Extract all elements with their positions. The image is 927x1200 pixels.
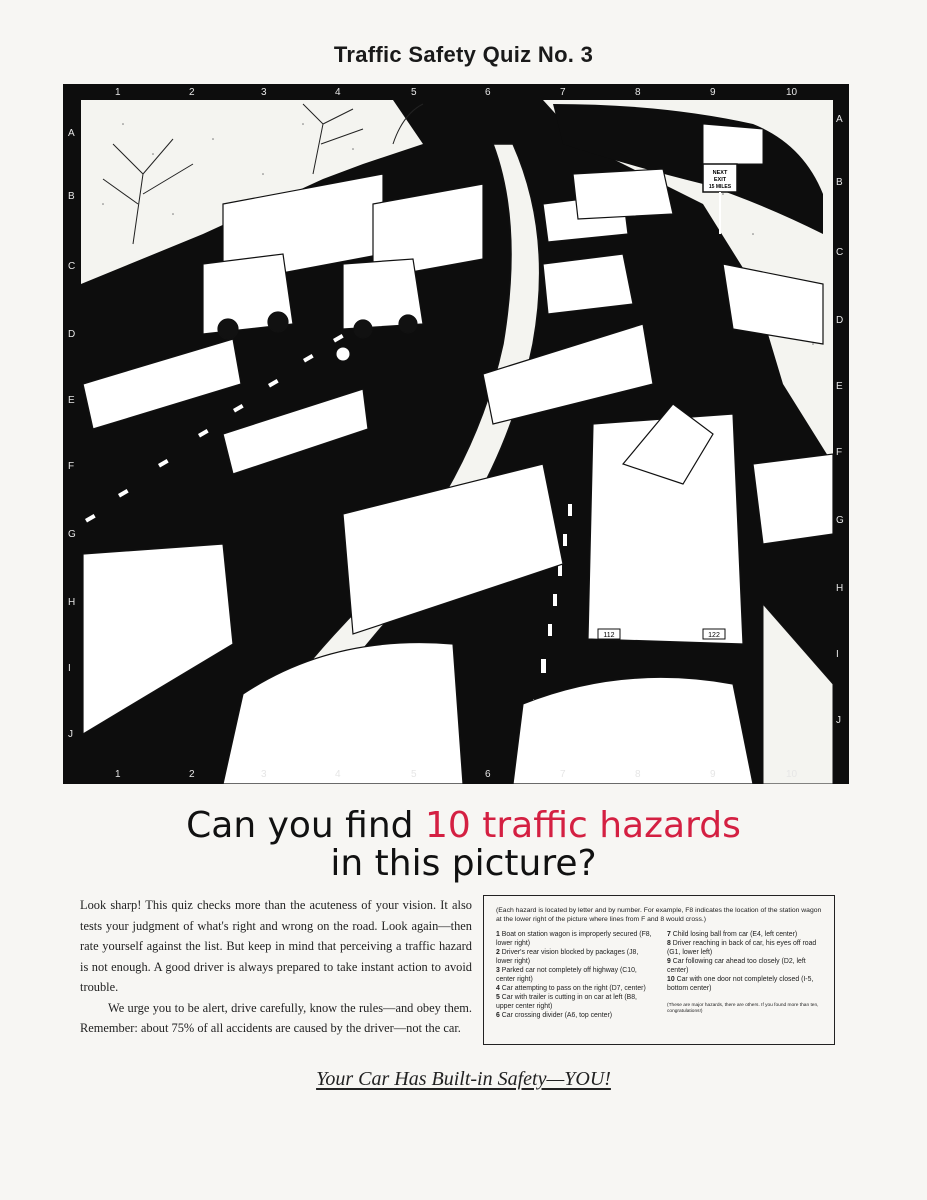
grid-row-right-C: C: [836, 247, 844, 258]
car-bottom-right: [513, 677, 753, 784]
grid-row-right-H: H: [836, 583, 844, 594]
grid-col-bottom-7: 7: [560, 769, 566, 780]
grid-col-top-8: 8: [635, 87, 641, 98]
ball: [336, 347, 350, 361]
grid-col-bottom-5: 5: [411, 769, 417, 780]
answer-item: 2 Driver's rear vision blocked by packages (J8, lower right): [496, 949, 639, 965]
answer-item: 4 Car attempting to pass on the right (D7, center): [496, 985, 646, 992]
grid-row-left-G: G: [68, 529, 76, 540]
grid-row-left-B: B: [68, 191, 75, 202]
intro-paragraph-1: Look sharp! This quiz checks more than the acuteness of your vision. It also tests your judgment of what's right and wrong on the road. Look again—then rate yourself against the list. But keep in mind that perceiving a traffic hazard is not enough. A good driver is always prepared to take instant action to avoid trouble.: [80, 898, 472, 994]
car-left-upper: [83, 339, 241, 429]
grid-row-right-G: G: [836, 515, 844, 526]
grid-row-left-I: I: [68, 663, 71, 674]
grid-col-top-9: 9: [710, 87, 716, 98]
answer-item: 1 Boat on station wagon is improperly secured (F8, lower right): [496, 931, 652, 947]
grid-col-bottom-1: 1: [115, 769, 121, 780]
answer-item: 6 Car crossing divider (A6, top center): [496, 1012, 613, 1019]
grid-row-right-F: F: [836, 447, 843, 458]
answer-key-box: [483, 895, 835, 1045]
grid-row-right-B: B: [836, 177, 843, 188]
traffic-illustration: [63, 84, 849, 784]
answer-item: 9 Car following car ahead too closely (D2, left center): [667, 958, 806, 974]
answer-fine-print: (These are major hazards, there are others. If you found more than ten, congratulations!): [667, 1003, 819, 1014]
car-convertible-center: [343, 464, 563, 634]
answer-item: 10 Car with one door not completely closed (I-5, bottom center): [667, 976, 814, 992]
headline-line-1: [0, 806, 927, 846]
grid-col-bottom-10: 10: [786, 769, 798, 780]
answer-item: 3 Parked car not completely off highway (C10, center right): [496, 967, 637, 983]
grid-col-bottom-6: 6: [485, 769, 491, 780]
road-sign-text-3: 15 MILES: [708, 184, 732, 190]
grid-row-right-J: J: [836, 715, 841, 726]
slogan: Your Car Has Built-in Safety—YOU!: [316, 1068, 611, 1090]
grid-col-bottom-3: 3: [261, 769, 267, 780]
grid-row-left-H: H: [68, 597, 76, 608]
grid-col-top-1: 1: [115, 87, 121, 98]
answer-column-right: [667, 930, 826, 1020]
grid-col-bottom-4: 4: [335, 769, 341, 780]
car-upper-right: [573, 169, 673, 219]
grid-col-top-6: 6: [485, 87, 491, 98]
headline-line-2: in this picture?: [330, 843, 597, 884]
grid-row-left-J: J: [68, 729, 73, 740]
wagon-plate-right-text: 122: [708, 632, 720, 639]
grid-col-top-3: 3: [261, 87, 267, 98]
grid-col-top-4: 4: [335, 87, 341, 98]
answer-columns: [496, 930, 826, 1020]
answer-column-left: [496, 930, 655, 1020]
grid-row-left-A: A: [68, 128, 75, 139]
car-right-edge: [753, 454, 833, 544]
grid-row-left-D: D: [68, 329, 76, 340]
grid-col-bottom-9: 9: [710, 769, 716, 780]
headline-text: Can you find: [186, 805, 425, 846]
grid-row-left-E: E: [68, 395, 75, 406]
highway-scene: [63, 84, 849, 784]
grid-col-bottom-2: 2: [189, 769, 195, 780]
car-convertible-child: [223, 389, 368, 474]
grid-col-top-10: 10: [786, 87, 798, 98]
answer-note: (Each hazard is located by letter and by number. For example, F8 indicates the location of the station wagon at the lower right of the picture where lines from F and 8 would cross.): [496, 907, 822, 923]
right-shoulder: [763, 604, 833, 784]
road-sign-text-2: EXIT: [713, 177, 727, 183]
car-lower-left: [83, 544, 233, 734]
grid-row-right-A: A: [836, 114, 843, 125]
answer-item: 7 Child losing ball from car (E4, left center): [667, 931, 798, 938]
intro-paragraph-2: We urge you to be alert, drive carefully, know the rules—and obey them. Remember: about 75% of all accidents are caused by the driver—not the car.: [80, 1000, 472, 1035]
overpass-pillar: [703, 124, 763, 164]
grid-row-right-D: D: [836, 315, 844, 326]
intro-text: [80, 895, 472, 1039]
road-sign-text: NEXT: [712, 170, 728, 176]
car-center: [543, 254, 633, 314]
grid-col-top-5: 5: [411, 87, 417, 98]
answer-item: 5 Car with trailer is cutting in on car at left (B8, upper center right): [496, 994, 637, 1010]
grid-col-top-7: 7: [560, 87, 566, 98]
wagon-plate-left-text: 112: [603, 632, 615, 639]
grid-row-left-C: C: [68, 261, 76, 272]
car-bottom-center: [223, 643, 463, 784]
grid-row-right-E: E: [836, 381, 843, 392]
page-title: Traffic Safety Quiz No. 3: [333, 42, 594, 67]
answer-item: 8 Driver reaching in back of car, his eyes off road (G1, lower left): [667, 940, 817, 956]
headline-highlight: 10 traffic hazards: [424, 805, 741, 846]
grid-col-bottom-8: 8: [635, 769, 641, 780]
grid-row-left-F: F: [68, 461, 75, 472]
grid-row-right-I: I: [836, 649, 839, 660]
grid-col-top-2: 2: [189, 87, 195, 98]
